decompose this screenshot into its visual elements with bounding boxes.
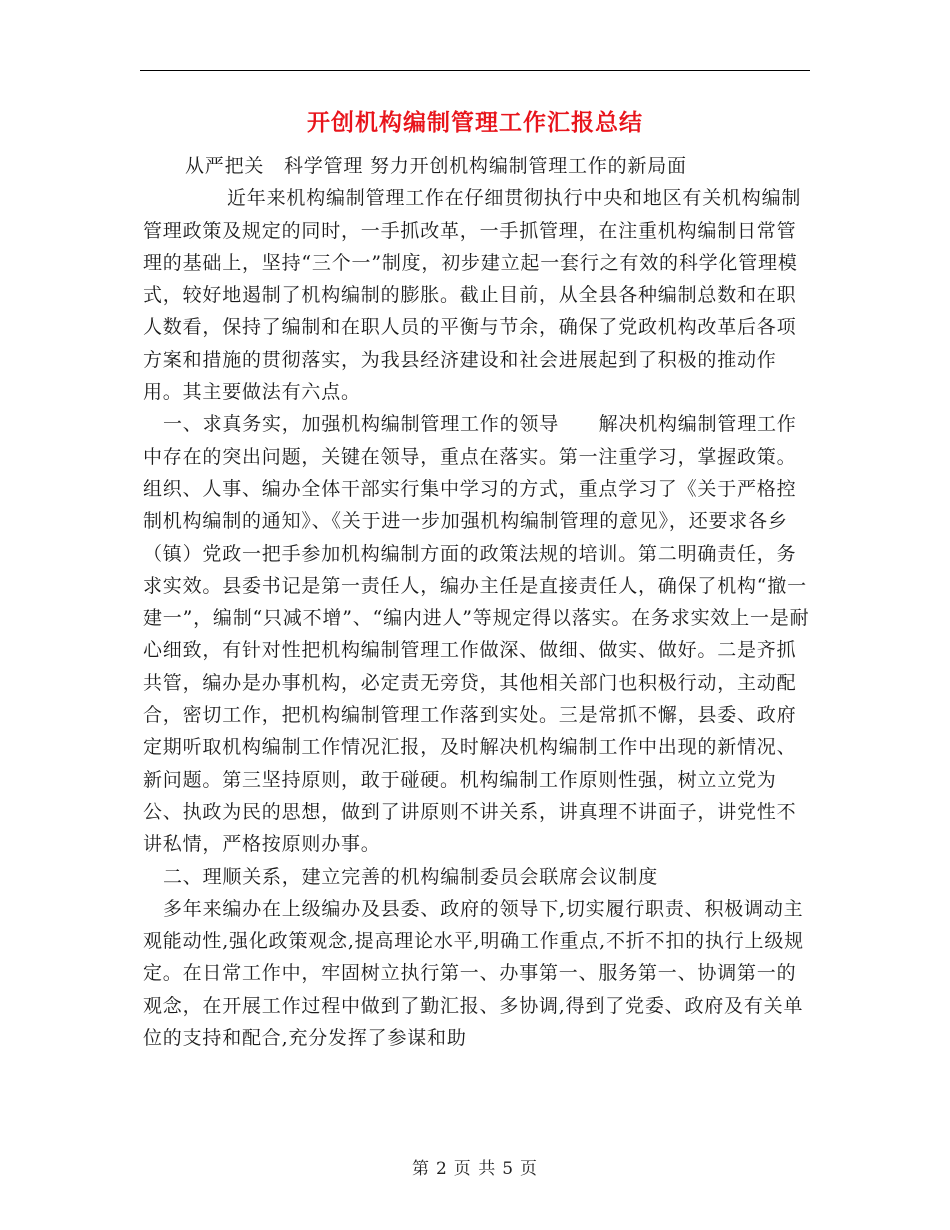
document-title: 开创机构编制管理工作汇报总结 (307, 109, 643, 136)
footer-suffix: 页 (520, 1159, 539, 1179)
footer-total-pages: 5 (502, 1159, 515, 1179)
paragraph-section-two-body: 多年来编办在上级编办及县委、政府的领导下,切实履行职责、积极调动主观能动性,强化政策观念,提高理论水平,明确工作重点,不折不扣的执行上级规定。在日常工作中，牢固树立执行第一、办事第一、服务第一、协调第一的观念，在开展工作过程中做到了勤汇报、多协调,得到了党委、政府及有关单位的支持和配合,充分发挥了参谋和助 (143, 897, 804, 1050)
page-footer (0, 1154, 950, 1179)
paragraph-intro: 近年来机构编制管理工作在仔细贯彻执行中央和地区有关机构编制管理政策及规定的同时，一手抓改革，一手抓管理，在注重机构编制日常管理的基础上，坚持“三个一”制度，初步建立起一套行之有效的科学化管理模式，较好地遏制了机构编制的膨胀。截止目前，从全县各种编制总数和在职人数看，保持了编制和在职人员的平衡与节余，确保了党政机构改革后各项方案和措施的贯彻落实，为我县经济建设和社会进展起到了积极的推动作用。其主要做法有六点。 (143, 187, 802, 404)
header-rule (140, 70, 810, 71)
footer-page-number: 2 (435, 1159, 448, 1179)
footer-middle: 页 共 (453, 1159, 497, 1179)
document-subheading: 从严把关 科学管理 努力开创机构编制管理工作的新局面 (185, 155, 687, 177)
paragraph-section-two-heading: 二、理顺关系，建立完善的机构编制委员会联席会议制度 (163, 865, 659, 888)
footer-prefix: 第 (411, 1159, 430, 1179)
paragraph-section-one: 一、求真务实，加强机构编制管理工作的领导 解决机构编制管理工作中存在的突出问题，关键在领导，重点在落实。第一注重学习，掌握政策。组织、人事、编办全体干部实行集中学习的方式，重点学习了《关于严格控制机构编制的通知》、《关于进一步加强机构编制管理的意见》，还要求各乡（镇）党政一把手参加机构编制方面的政策法规的培训。第二明确责任，务求实效。县委书记是第一责任人，编办主任是直接责任人，确保了机构“撤一建一”，编制“只减不增”、“编内进人”等规定得以落实。在务求实效上一是耐心细致，有针对性把机构编制管理工作做深、做细、做实、做好。二是齐抓共管，编办是办事机构，必定责无旁贷，其他相关部门也积极行动，主动配合，密切工作，把机构编制管理工作落到实处。三是常抓不懈，县委、政府定期听取机构编制工作情况汇报，及时解决机构编制工作中出现的新情况、新问题。第三坚持原则，敢于碰硬。机构编制工作原则性强，树立立党为公、执政为民的思想，做到了讲原则不讲关系，讲真理不讲面子，讲党性不讲私情，严格按原则办事。 (143, 413, 810, 856)
document-body (143, 150, 813, 1054)
